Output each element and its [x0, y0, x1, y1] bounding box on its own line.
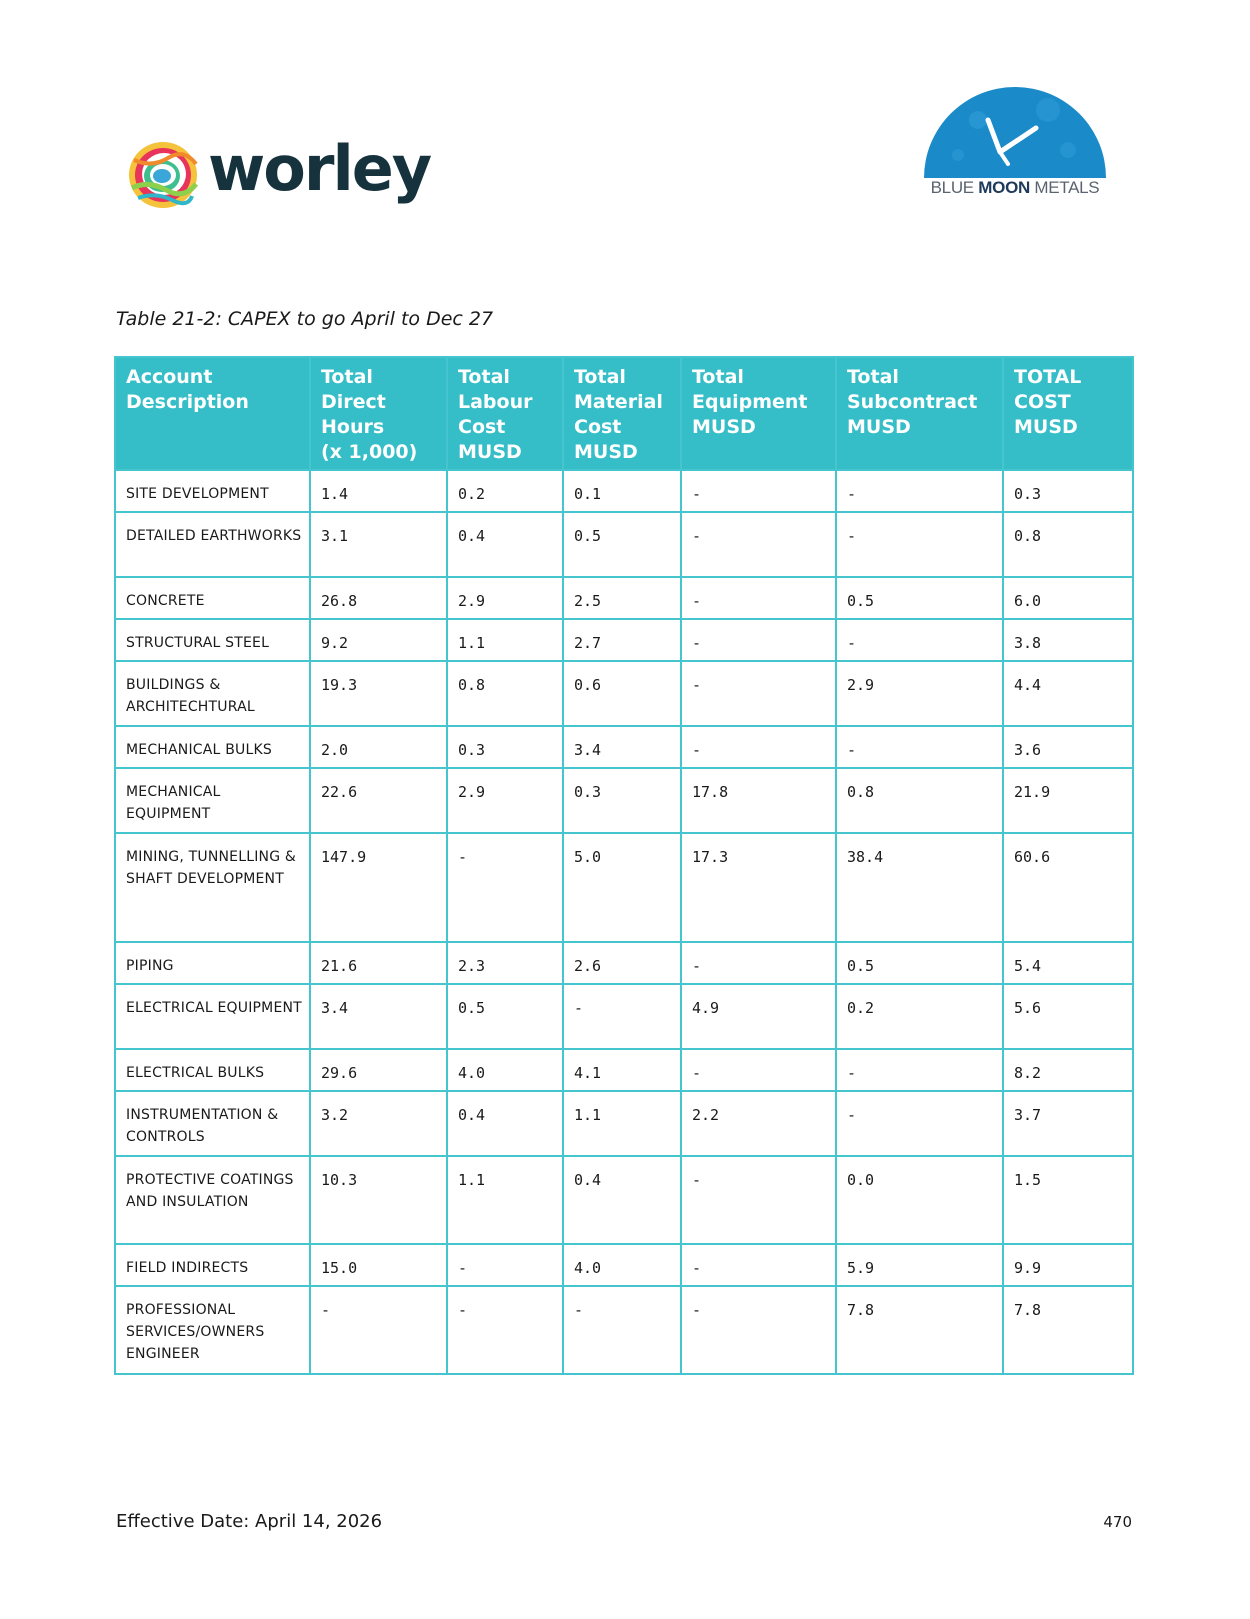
table-row	[115, 619, 1133, 661]
table-row	[115, 984, 1133, 1049]
cell-material: 2.7	[563, 619, 681, 661]
cell-equipment: -	[681, 1286, 836, 1374]
cell-description: STRUCTURAL STEEL	[115, 619, 310, 661]
cell-material: 4.1	[563, 1049, 681, 1091]
cell-material: 0.4	[563, 1156, 681, 1244]
cell-material: 0.6	[563, 661, 681, 726]
effective-date: Effective Date: April 14, 2026	[116, 1511, 383, 1532]
cell-equipment: 2.2	[681, 1091, 836, 1156]
cell-labour: 1.1	[447, 619, 563, 661]
cell-total: 6.0	[1003, 577, 1133, 619]
cell-total: 60.6	[1003, 833, 1133, 942]
cell-material: 0.5	[563, 512, 681, 577]
cell-labour: 2.9	[447, 768, 563, 833]
cell-equipment: -	[681, 1049, 836, 1091]
cell-equipment: -	[681, 942, 836, 984]
table-row	[115, 577, 1133, 619]
cell-total: 3.7	[1003, 1091, 1133, 1156]
cell-subcontract: 0.5	[836, 942, 1003, 984]
cell-subcontract: -	[836, 512, 1003, 577]
cell-hours: 19.3	[310, 661, 447, 726]
cell-material: 0.1	[563, 470, 681, 512]
cell-total: 8.2	[1003, 1049, 1133, 1091]
cell-hours: 1.4	[310, 470, 447, 512]
cell-description: FIELD INDIRECTS	[115, 1244, 310, 1286]
cell-total: 3.6	[1003, 726, 1133, 768]
cell-description: CONCRETE	[115, 577, 310, 619]
cell-labour: -	[447, 1286, 563, 1374]
cell-hours: 22.6	[310, 768, 447, 833]
cell-equipment: -	[681, 470, 836, 512]
cell-hours: -	[310, 1286, 447, 1374]
cell-hours: 147.9	[310, 833, 447, 942]
column-header-total-cost: TOTAL COST MUSD	[1003, 357, 1133, 470]
cell-material: 2.5	[563, 577, 681, 619]
cell-labour: 0.5	[447, 984, 563, 1049]
capex-table	[114, 356, 1134, 1375]
cell-equipment: -	[681, 512, 836, 577]
cell-equipment: 17.8	[681, 768, 836, 833]
table-row	[115, 1244, 1133, 1286]
cell-subcontract: 0.5	[836, 577, 1003, 619]
cell-subcontract: -	[836, 470, 1003, 512]
cell-subcontract: 38.4	[836, 833, 1003, 942]
column-header-labour-cost: Total Labour Cost MUSD	[447, 357, 563, 470]
cell-hours: 9.2	[310, 619, 447, 661]
cell-description: ELECTRICAL BULKS	[115, 1049, 310, 1091]
cell-subcontract: -	[836, 1091, 1003, 1156]
cell-material: -	[563, 1286, 681, 1374]
cell-material: 4.0	[563, 1244, 681, 1286]
table-row	[115, 1091, 1133, 1156]
cell-equipment: -	[681, 577, 836, 619]
cell-total: 7.8	[1003, 1286, 1133, 1374]
cell-labour: 0.4	[447, 512, 563, 577]
cell-labour: 0.4	[447, 1091, 563, 1156]
worley-swirl-icon	[126, 138, 200, 212]
cell-description: PROFESSIONAL SERVICES/OWNERS ENGINEER	[115, 1286, 310, 1374]
column-header-equipment: Total Equipment MUSD	[681, 357, 836, 470]
cell-total: 0.8	[1003, 512, 1133, 577]
cell-subcontract: 0.0	[836, 1156, 1003, 1244]
cell-subcontract: -	[836, 619, 1003, 661]
blue-moon-wordmark: BLUE MOON METALS	[930, 178, 1100, 197]
cell-description: MECHANICAL BULKS	[115, 726, 310, 768]
cell-description: PROTECTIVE COATINGS AND INSULATION	[115, 1156, 310, 1244]
column-header-subcontract: Total Subcontract MUSD	[836, 357, 1003, 470]
table-row	[115, 1286, 1133, 1374]
cell-description: SITE DEVELOPMENT	[115, 470, 310, 512]
cell-total: 21.9	[1003, 768, 1133, 833]
table-row	[115, 942, 1133, 984]
cell-description: MINING, TUNNELLING & SHAFT DEVELOPMENT	[115, 833, 310, 942]
cell-material: -	[563, 984, 681, 1049]
page-number: 470	[1103, 1513, 1132, 1531]
cell-subcontract: 2.9	[836, 661, 1003, 726]
cell-total: 9.9	[1003, 1244, 1133, 1286]
cell-description: INSTRUMENTATION & CONTROLS	[115, 1091, 310, 1156]
cell-equipment: 17.3	[681, 833, 836, 942]
cell-total: 4.4	[1003, 661, 1133, 726]
cell-description: BUILDINGS & ARCHITECHTURAL	[115, 661, 310, 726]
cell-hours: 3.2	[310, 1091, 447, 1156]
blue-moon-logo	[918, 80, 1112, 200]
cell-equipment: 4.9	[681, 984, 836, 1049]
table-row	[115, 512, 1133, 577]
cell-labour: -	[447, 1244, 563, 1286]
cell-labour: 0.8	[447, 661, 563, 726]
table-row	[115, 1049, 1133, 1091]
cell-subcontract: -	[836, 1049, 1003, 1091]
cell-subcontract: -	[836, 726, 1003, 768]
table-caption: Table 21-2: CAPEX to go April to Dec 27	[116, 308, 494, 330]
worley-logo	[126, 132, 431, 212]
cell-description: ELECTRICAL EQUIPMENT	[115, 984, 310, 1049]
cell-subcontract: 7.8	[836, 1286, 1003, 1374]
table-row	[115, 726, 1133, 768]
cell-material: 2.6	[563, 942, 681, 984]
cell-description: PIPING	[115, 942, 310, 984]
cell-total: 5.4	[1003, 942, 1133, 984]
cell-labour: 0.2	[447, 470, 563, 512]
cell-subcontract: 5.9	[836, 1244, 1003, 1286]
table-row	[115, 833, 1133, 942]
table-header-row	[115, 357, 1133, 470]
cell-total: 0.3	[1003, 470, 1133, 512]
cell-subcontract: 0.2	[836, 984, 1003, 1049]
column-header-material-cost: Total Material Cost MUSD	[563, 357, 681, 470]
cell-labour: 2.3	[447, 942, 563, 984]
cell-total: 1.5	[1003, 1156, 1133, 1244]
cell-equipment: -	[681, 1244, 836, 1286]
cell-equipment: -	[681, 726, 836, 768]
cell-hours: 29.6	[310, 1049, 447, 1091]
cell-hours: 10.3	[310, 1156, 447, 1244]
table-row	[115, 1156, 1133, 1244]
cell-hours: 21.6	[310, 942, 447, 984]
cell-hours: 2.0	[310, 726, 447, 768]
cell-subcontract: 0.8	[836, 768, 1003, 833]
cell-hours: 3.1	[310, 512, 447, 577]
cell-labour: 0.3	[447, 726, 563, 768]
cell-hours: 15.0	[310, 1244, 447, 1286]
cell-labour: 2.9	[447, 577, 563, 619]
cell-total: 5.6	[1003, 984, 1133, 1049]
column-header-direct-hours: Total Direct Hours (x 1,000)	[310, 357, 447, 470]
cell-hours: 3.4	[310, 984, 447, 1049]
table-row	[115, 768, 1133, 833]
cell-material: 1.1	[563, 1091, 681, 1156]
cell-description: DETAILED EARTHWORKS	[115, 512, 310, 577]
cell-labour: -	[447, 833, 563, 942]
blue-moon-icon	[918, 80, 1112, 180]
cell-labour: 1.1	[447, 1156, 563, 1244]
cell-equipment: -	[681, 1156, 836, 1244]
cell-labour: 4.0	[447, 1049, 563, 1091]
cell-total: 3.8	[1003, 619, 1133, 661]
cell-material: 0.3	[563, 768, 681, 833]
cell-material: 5.0	[563, 833, 681, 942]
worley-wordmark: worley	[208, 132, 431, 205]
column-header-account-description: Account Description	[115, 357, 310, 470]
cell-material: 3.4	[563, 726, 681, 768]
table-row	[115, 470, 1133, 512]
cell-hours: 26.8	[310, 577, 447, 619]
table-row	[115, 661, 1133, 726]
cell-equipment: -	[681, 661, 836, 726]
cell-equipment: -	[681, 619, 836, 661]
cell-description: MECHANICAL EQUIPMENT	[115, 768, 310, 833]
